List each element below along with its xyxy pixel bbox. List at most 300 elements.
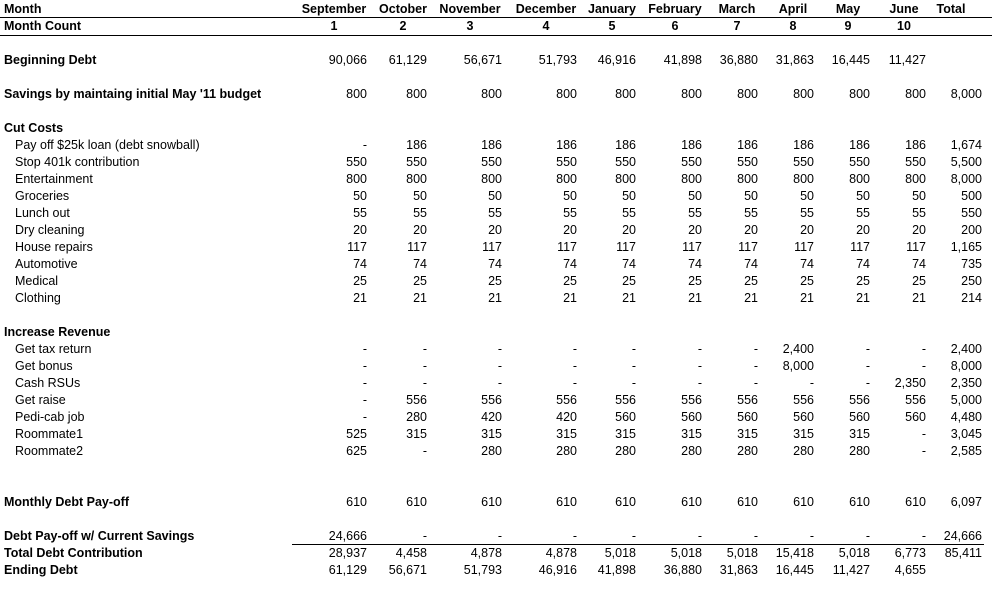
- row-value: -: [697, 359, 702, 373]
- row-value: -: [865, 342, 870, 356]
- row-value: 800: [793, 172, 814, 186]
- row-value: 4,655: [894, 563, 926, 577]
- row-value: 31,863: [719, 563, 758, 577]
- row-value: 186: [681, 138, 702, 152]
- row-value: 5,018: [670, 546, 702, 560]
- row-value: 21: [622, 291, 636, 305]
- row-value: 55: [912, 206, 926, 220]
- row-value: 55: [688, 206, 702, 220]
- row-value: -: [422, 359, 427, 373]
- row-value: 800: [406, 87, 427, 101]
- row-value: 556: [406, 393, 427, 407]
- row-value: 61,129: [328, 563, 367, 577]
- row-value: 117: [682, 240, 702, 254]
- row-value: 550: [737, 155, 758, 169]
- row-value: 800: [406, 172, 427, 186]
- row-value: -: [362, 376, 367, 390]
- row-value: -: [422, 342, 427, 356]
- row-total-value: 5,500: [950, 155, 982, 169]
- row-value: 610: [615, 495, 636, 509]
- row-value: 25: [744, 274, 758, 288]
- row-total-value: 214: [961, 291, 982, 305]
- row-value: 74: [413, 257, 427, 271]
- row-value: 610: [737, 495, 758, 509]
- row-label: Stop 401k contribution: [15, 155, 140, 169]
- row-total-value: 2,350: [950, 376, 982, 390]
- row-value: 21: [744, 291, 758, 305]
- row-label: Savings by maintaing initial May '11 budget: [4, 87, 262, 101]
- row-value: 800: [737, 172, 758, 186]
- row-value: -: [921, 359, 926, 373]
- row-value: 25: [413, 274, 427, 288]
- row-value: 280: [615, 444, 636, 458]
- row-total-value: 1,674: [950, 138, 982, 152]
- row-value: 315: [615, 427, 636, 441]
- row-label: Roommate1: [15, 427, 84, 441]
- row-value: 117: [347, 240, 367, 254]
- row-value: -: [921, 427, 926, 441]
- row-value: 24,666: [328, 529, 367, 543]
- row-value: 20: [353, 223, 367, 237]
- row-label: Monthly Debt Pay-off: [4, 495, 129, 509]
- row-value: 25: [563, 274, 577, 288]
- row-value: -: [497, 359, 502, 373]
- row-value: 11,427: [832, 563, 870, 577]
- row-value: -: [362, 359, 367, 373]
- row-value: 556: [681, 393, 702, 407]
- row-label: Get bonus: [15, 359, 73, 373]
- row-value: 315: [737, 427, 758, 441]
- row-value: -: [422, 444, 427, 458]
- row-value: 800: [556, 87, 577, 101]
- row-value: 50: [688, 189, 702, 203]
- row-value: 5,018: [726, 546, 758, 560]
- row-value: 625: [346, 444, 367, 458]
- row-value: 2,350: [894, 376, 926, 390]
- row-value: 117: [850, 240, 870, 254]
- row-value: 74: [488, 257, 502, 271]
- row-value: -: [809, 376, 814, 390]
- row-value: 117: [906, 240, 926, 254]
- header-month-october: October: [379, 2, 427, 16]
- row-value: -: [865, 529, 870, 543]
- row-value: 21: [912, 291, 926, 305]
- row-value: -: [572, 359, 577, 373]
- totals-underline: [292, 544, 984, 545]
- row-label: Automotive: [15, 257, 78, 271]
- header-month-march: March: [718, 2, 756, 16]
- row-value: 610: [556, 495, 577, 509]
- row-value: 74: [622, 257, 636, 271]
- row-value: 46,916: [597, 53, 636, 67]
- row-value: 800: [615, 172, 636, 186]
- row-value: 50: [912, 189, 926, 203]
- row-value: 550: [556, 155, 577, 169]
- header-total-label: Total: [936, 2, 966, 16]
- row-value: 280: [481, 444, 502, 458]
- row-value: 280: [737, 444, 758, 458]
- row-value: -: [572, 529, 577, 543]
- row-value: 20: [912, 223, 926, 237]
- row-value: 420: [556, 410, 577, 424]
- row-value: 50: [856, 189, 870, 203]
- row-value: 55: [353, 206, 367, 220]
- row-label: Beginning Debt: [4, 53, 97, 67]
- row-value: 800: [849, 172, 870, 186]
- row-value: 315: [849, 427, 870, 441]
- row-value: 117: [738, 240, 758, 254]
- row-value: 315: [793, 427, 814, 441]
- header-month-may: May: [835, 2, 861, 16]
- row-value: 315: [556, 427, 577, 441]
- row-total-value: 2,585: [950, 444, 982, 458]
- row-value: 525: [346, 427, 367, 441]
- row-value: 50: [744, 189, 758, 203]
- row-value: 74: [688, 257, 702, 271]
- row-value: 4,878: [545, 546, 577, 560]
- row-value: -: [697, 529, 702, 543]
- row-value: 56,671: [463, 53, 502, 67]
- header-month-june: June: [889, 2, 919, 16]
- month-count-value: 1: [330, 19, 338, 33]
- row-value: 74: [353, 257, 367, 271]
- row-value: 25: [856, 274, 870, 288]
- row-value: 74: [563, 257, 577, 271]
- row-value: 74: [744, 257, 758, 271]
- row-value: -: [753, 529, 758, 543]
- row-label: Ending Debt: [4, 563, 78, 577]
- row-value: -: [497, 376, 502, 390]
- row-value: 55: [563, 206, 577, 220]
- row-total-value: 6,097: [950, 495, 982, 509]
- row-value: 800: [615, 87, 636, 101]
- month-count-value: 6: [671, 19, 679, 33]
- row-value: -: [921, 444, 926, 458]
- row-value: 556: [905, 393, 926, 407]
- row-label: Groceries: [15, 189, 70, 203]
- row-value: 15,418: [775, 546, 814, 560]
- row-total-value: 550: [961, 206, 982, 220]
- row-value: 280: [849, 444, 870, 458]
- row-value: 25: [622, 274, 636, 288]
- row-value: 556: [737, 393, 758, 407]
- row-value: -: [865, 376, 870, 390]
- row-value: 25: [688, 274, 702, 288]
- row-value: 55: [744, 206, 758, 220]
- row-value: -: [865, 359, 870, 373]
- header-month-december: December: [515, 2, 577, 16]
- row-value: 800: [346, 87, 367, 101]
- row-label: Entertainment: [15, 172, 93, 186]
- row-value: 21: [563, 291, 577, 305]
- row-value: -: [631, 376, 636, 390]
- row-value: 36,880: [663, 563, 702, 577]
- row-value: 50: [563, 189, 577, 203]
- row-value: 610: [681, 495, 702, 509]
- row-value: 74: [912, 257, 926, 271]
- row-value: -: [497, 342, 502, 356]
- row-value: 55: [856, 206, 870, 220]
- row-value: 560: [615, 410, 636, 424]
- month-count-value: 10: [897, 19, 911, 33]
- row-value: 550: [849, 155, 870, 169]
- header-month-february: February: [648, 2, 702, 16]
- row-value: -: [362, 138, 367, 152]
- row-label: Get tax return: [15, 342, 92, 356]
- row-value: 36,880: [719, 53, 758, 67]
- row-value: 610: [849, 495, 870, 509]
- row-value: 556: [481, 393, 502, 407]
- row-value: 800: [905, 87, 926, 101]
- row-value: 186: [556, 138, 577, 152]
- row-value: 556: [615, 393, 636, 407]
- row-value: 610: [793, 495, 814, 509]
- row-value: 420: [481, 410, 502, 424]
- month-count-value: 4: [542, 19, 550, 33]
- row-value: 31,863: [775, 53, 814, 67]
- row-value: 117: [557, 240, 577, 254]
- row-value: 315: [681, 427, 702, 441]
- row-value: 20: [563, 223, 577, 237]
- row-value: 800: [556, 172, 577, 186]
- row-label: Debt Pay-off w/ Current Savings: [4, 529, 195, 543]
- row-value: -: [753, 376, 758, 390]
- row-value: 117: [407, 240, 427, 254]
- row-value: 560: [849, 410, 870, 424]
- row-value: -: [809, 529, 814, 543]
- month-count-label: Month Count: [4, 19, 82, 33]
- row-value: 50: [413, 189, 427, 203]
- row-value: 55: [488, 206, 502, 220]
- row-value: 41,898: [597, 563, 636, 577]
- row-label: Pedi-cab job: [15, 410, 85, 424]
- row-value: 186: [615, 138, 636, 152]
- header-month-april: April: [778, 2, 808, 16]
- row-total-value: 2,400: [950, 342, 982, 356]
- row-value: 28,937: [328, 546, 367, 560]
- row-value: 550: [905, 155, 926, 169]
- row-value: 11,427: [888, 53, 926, 67]
- row-value: -: [422, 376, 427, 390]
- row-value: 186: [406, 138, 427, 152]
- row-total-value: 1,165: [950, 240, 982, 254]
- row-value: 55: [413, 206, 427, 220]
- row-value: 4,458: [395, 546, 427, 560]
- row-value: 610: [905, 495, 926, 509]
- row-value: -: [497, 529, 502, 543]
- row-value: 51,793: [538, 53, 577, 67]
- row-value: 50: [800, 189, 814, 203]
- row-value: 550: [681, 155, 702, 169]
- row-total-value: 200: [961, 223, 982, 237]
- header-month-label: Month: [4, 2, 42, 16]
- row-value: -: [753, 342, 758, 356]
- row-value: 556: [793, 393, 814, 407]
- row-value: 4,878: [470, 546, 502, 560]
- row-value: 550: [615, 155, 636, 169]
- row-value: 46,916: [538, 563, 577, 577]
- row-value: 16,445: [775, 563, 814, 577]
- row-value: 560: [793, 410, 814, 424]
- month-count-value: 9: [844, 19, 852, 33]
- row-value: 74: [800, 257, 814, 271]
- row-value: 280: [406, 410, 427, 424]
- row-total-value: 8,000: [950, 172, 982, 186]
- row-value: 800: [681, 172, 702, 186]
- row-value: 800: [849, 87, 870, 101]
- row-total-value: 5,000: [950, 393, 982, 407]
- row-value: 5,018: [838, 546, 870, 560]
- row-value: 800: [481, 172, 502, 186]
- row-value: 50: [488, 189, 502, 203]
- row-value: -: [753, 359, 758, 373]
- row-value: 55: [800, 206, 814, 220]
- row-label: Cash RSUs: [15, 376, 81, 390]
- row-value: -: [631, 342, 636, 356]
- row-value: 25: [488, 274, 502, 288]
- row-total-value: 85,411: [944, 546, 982, 560]
- row-value: 800: [905, 172, 926, 186]
- row-value: 25: [353, 274, 367, 288]
- row-value: 556: [849, 393, 870, 407]
- row-value: -: [362, 342, 367, 356]
- row-label: Roommate2: [15, 444, 84, 458]
- row-value: -: [572, 376, 577, 390]
- row-label: Total Debt Contribution: [4, 546, 143, 560]
- row-value: 800: [681, 87, 702, 101]
- row-value: 41,898: [663, 53, 702, 67]
- header-bottom-border: [0, 35, 992, 36]
- header-month-november: November: [439, 2, 501, 16]
- row-value: 560: [905, 410, 926, 424]
- row-value: 800: [481, 87, 502, 101]
- month-count-value: 2: [399, 19, 407, 33]
- row-label: Pay off $25k loan (debt snowball): [15, 138, 200, 152]
- row-value: 50: [622, 189, 636, 203]
- row-total-value: 8,000: [950, 87, 982, 101]
- row-value: -: [422, 529, 427, 543]
- row-value: 560: [737, 410, 758, 424]
- row-value: -: [362, 393, 367, 407]
- row-value: 800: [346, 172, 367, 186]
- row-value: 20: [744, 223, 758, 237]
- row-total-value: 250: [961, 274, 982, 288]
- row-value: 117: [482, 240, 502, 254]
- row-value: -: [572, 342, 577, 356]
- row-total-value: 24,666: [943, 529, 982, 543]
- row-total-value: 8,000: [950, 359, 982, 373]
- row-total-value: 735: [961, 257, 982, 271]
- row-value: 21: [856, 291, 870, 305]
- row-total-value: 3,045: [950, 427, 982, 441]
- section-title: Increase Revenue: [4, 325, 111, 339]
- row-value: 280: [793, 444, 814, 458]
- row-value: 61,129: [388, 53, 427, 67]
- row-value: 20: [800, 223, 814, 237]
- row-value: 280: [681, 444, 702, 458]
- row-value: 55: [622, 206, 636, 220]
- row-value: 74: [856, 257, 870, 271]
- month-count-value: 7: [733, 19, 741, 33]
- row-value: 25: [800, 274, 814, 288]
- row-value: 186: [849, 138, 870, 152]
- row-value: 50: [353, 189, 367, 203]
- section-title: Cut Costs: [4, 121, 64, 135]
- row-label: Dry cleaning: [15, 223, 85, 237]
- row-value: 550: [793, 155, 814, 169]
- row-value: 610: [406, 495, 427, 509]
- row-value: 186: [905, 138, 926, 152]
- row-value: -: [362, 410, 367, 424]
- row-total-value: 4,480: [950, 410, 982, 424]
- row-value: 21: [413, 291, 427, 305]
- header-month-january: January: [588, 2, 636, 16]
- row-value: 800: [737, 87, 758, 101]
- row-value: 20: [622, 223, 636, 237]
- row-value: 280: [556, 444, 577, 458]
- row-value: 315: [481, 427, 502, 441]
- row-value: 2,400: [782, 342, 814, 356]
- row-value: 20: [413, 223, 427, 237]
- row-value: 20: [688, 223, 702, 237]
- month-count-value: 5: [608, 19, 616, 33]
- row-label: House repairs: [15, 240, 93, 254]
- row-value: -: [921, 529, 926, 543]
- row-label: Clothing: [15, 291, 61, 305]
- row-value: 315: [406, 427, 427, 441]
- row-total-value: 500: [961, 189, 982, 203]
- row-value: 21: [353, 291, 367, 305]
- row-value: 16,445: [831, 53, 870, 67]
- header-month-september: September: [301, 2, 367, 16]
- row-value: 21: [488, 291, 502, 305]
- row-value: 51,793: [463, 563, 502, 577]
- row-value: 186: [793, 138, 814, 152]
- row-value: 800: [793, 87, 814, 101]
- row-value: 8,000: [782, 359, 814, 373]
- row-value: 610: [481, 495, 502, 509]
- row-label: Lunch out: [15, 206, 70, 220]
- row-value: 610: [346, 495, 367, 509]
- row-value: 550: [406, 155, 427, 169]
- row-value: -: [631, 529, 636, 543]
- row-value: 25: [912, 274, 926, 288]
- row-value: 21: [800, 291, 814, 305]
- row-value: 186: [737, 138, 758, 152]
- row-value: -: [697, 342, 702, 356]
- month-count-value: 8: [789, 19, 797, 33]
- month-count-value: 3: [466, 19, 474, 33]
- row-value: 5,018: [604, 546, 636, 560]
- row-value: 90,066: [328, 53, 367, 67]
- row-value: 20: [488, 223, 502, 237]
- row-value: 550: [346, 155, 367, 169]
- row-value: 6,773: [894, 546, 926, 560]
- row-value: -: [921, 342, 926, 356]
- row-value: 21: [688, 291, 702, 305]
- row-label: Get raise: [15, 393, 66, 407]
- row-value: 56,671: [388, 563, 427, 577]
- row-value: 117: [616, 240, 636, 254]
- row-label: Medical: [15, 274, 59, 288]
- row-value: 550: [481, 155, 502, 169]
- row-value: -: [697, 376, 702, 390]
- row-value: 560: [681, 410, 702, 424]
- row-value: 186: [481, 138, 502, 152]
- row-value: -: [631, 359, 636, 373]
- row-value: 20: [856, 223, 870, 237]
- row-value: 556: [556, 393, 577, 407]
